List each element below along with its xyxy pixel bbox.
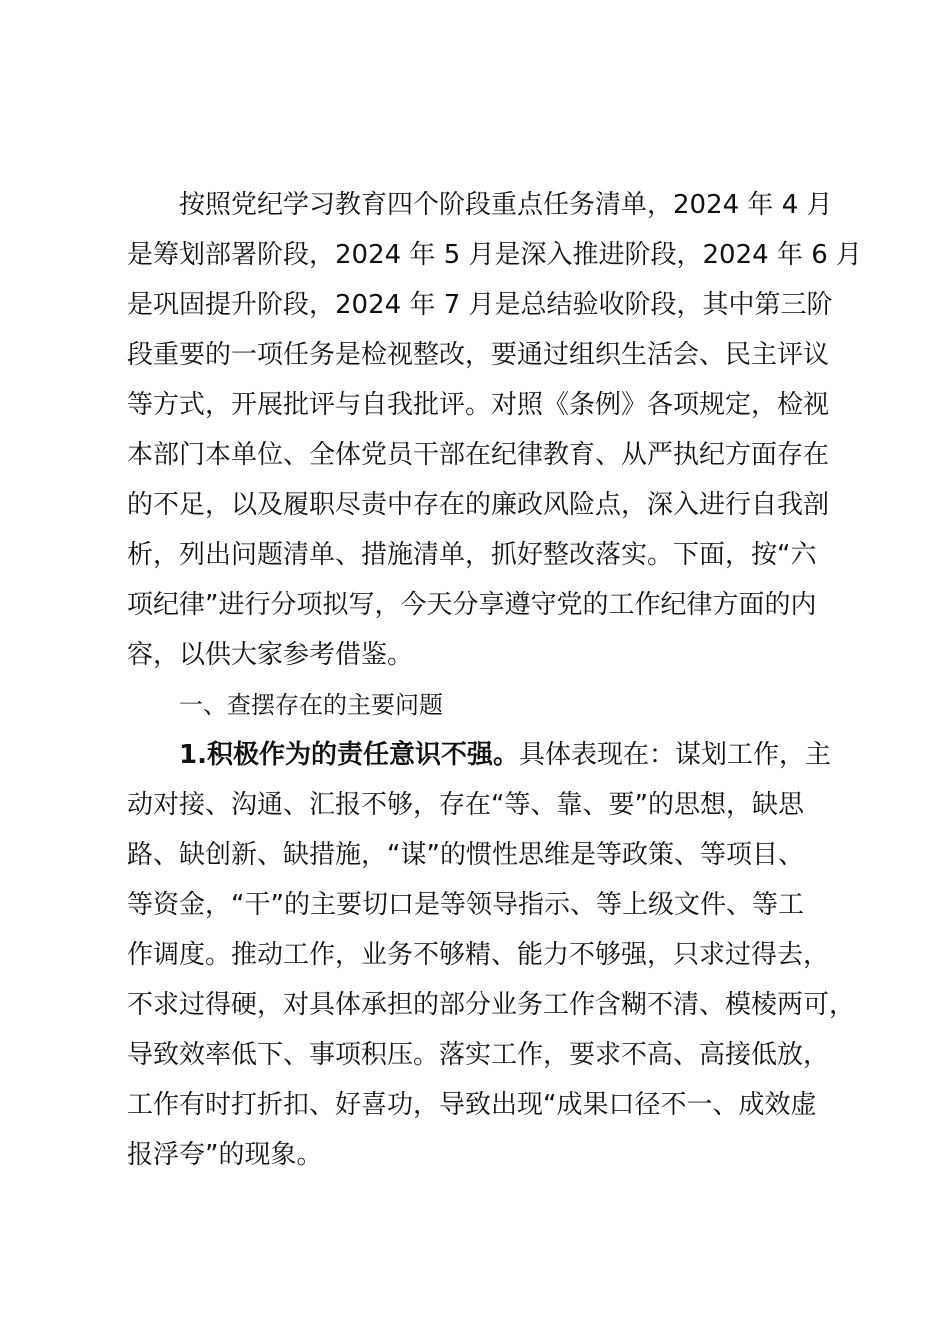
section-heading: 一、查摆存在的主要问题 (179, 691, 443, 719)
item-line: 导致效率低下、事项积压。落实工作，要求不高、高接低放， (127, 1040, 830, 1070)
item-first-line-text: 具体表现在：谋划工作，主 (518, 740, 831, 770)
problem-item-1 (127, 730, 856, 1180)
document-page (127, 180, 863, 1180)
item-line: 动对接、沟通、汇报不够，存在“等、靠、要”的思想，缺思 (127, 790, 804, 820)
intro-paragraph (127, 180, 863, 680)
paragraph-line: 析，列出问题清单、措施清单，抓好整改落实。下面，按“六 (127, 540, 817, 570)
paragraph-line: 是巩固提升阶段，2024 年 7 月是总结验收阶段，其中第三阶 (127, 290, 833, 320)
item-title: 1.积极作为的责任意识不强。 (179, 740, 519, 770)
paragraph-line: 等方式，开展批评与自我批评。对照《条例》各项规定，检视 (127, 390, 830, 420)
item-line: 报浮夸”的现象。 (127, 1140, 323, 1170)
paragraph-line: 段重要的一项任务是检视整改，要通过组织生活会、民主评议 (127, 340, 830, 370)
paragraph-line: 项纪律”进行分项拟写，今天分享遵守党的工作纪律方面的内 (127, 590, 817, 620)
paragraph-line: 的不足，以及履职尽责中存在的廉政风险点，深入进行自我剖 (127, 490, 830, 520)
item-first-line (127, 730, 837, 780)
paragraph-line: 容，以供大家参考借鉴。 (127, 640, 414, 670)
item-line: 作调度。推动工作，业务不够精、能力不够强，只求过得去， (127, 940, 830, 970)
item-line: 不求过得硬，对具体承担的部分业务工作含糊不清、模棱两可， (127, 990, 856, 1020)
paragraph-line: 是筹划部署阶段，2024 年 5 月是深入推进阶段，2024 年 6 月 (127, 240, 863, 270)
item-line: 等资金，“干”的主要切口是等领导指示、等上级文件、等工 (127, 890, 804, 920)
item-line: 路、缺创新、缺措施，“谋”的惯性思维是等政策、等项目、 (127, 840, 804, 870)
paragraph-line: 按照党纪学习教育四个阶段重点任务清单，2024 年 4 月 (179, 190, 833, 220)
item-line: 工作有时打折扣、好喜功，导致出现“成果口径不一、成效虚 (127, 1090, 817, 1120)
paragraph-line: 本部门本单位、全体党员干部在纪律教育、从严执纪方面存在 (127, 440, 830, 470)
